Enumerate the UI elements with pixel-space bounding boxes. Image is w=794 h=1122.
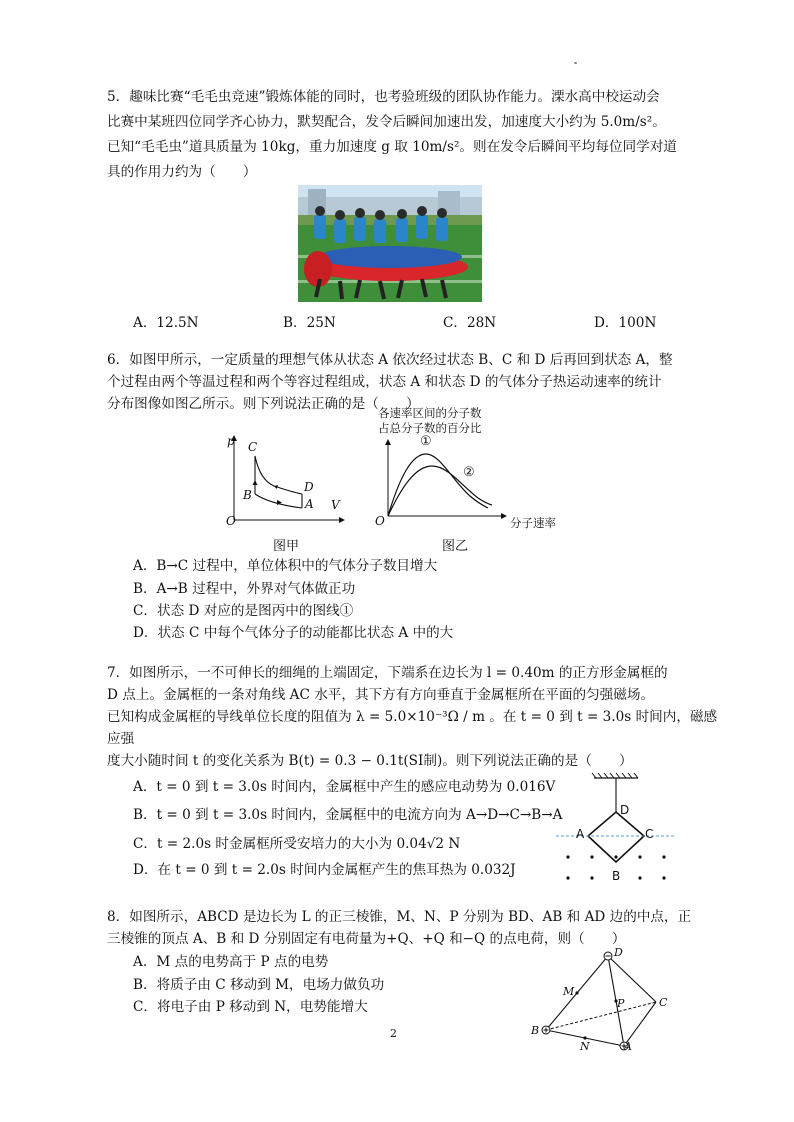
q8-option-c: C．将电子由 P 移动到 N，电势能增大 xyxy=(133,999,368,1015)
tetrahedron-diagram xyxy=(528,948,674,1056)
q5-option-b: B．25N xyxy=(283,315,336,331)
q5-line-4: 具的作用力约为（ ） xyxy=(107,164,257,180)
q6-line-1: 6．如图甲所示，一定质量的理想气体从状态 A 依次经过状态 B、C 和 D 后再回到状态 A，整 xyxy=(107,352,673,368)
pv-diagram xyxy=(222,432,347,532)
q7-line-5: 度大小随时间 t 的变化关系为 B(t) = 0.3 − 0.1t(SI制)。则下列说法正确的是（ ） xyxy=(107,753,633,769)
tetra-label-d: D xyxy=(614,946,623,959)
q8-line-2: 三棱锥的顶点 A、B 和 D 分别固定有电荷量为+Q、+Q 和−Q 的点电荷，则（ ） xyxy=(107,931,626,947)
q8-option-a: A．M 点的电势高于 P 点的电势 xyxy=(133,954,329,970)
pv-axis-v: V xyxy=(331,498,340,512)
q6-option-b: B．A→B 过程中，外界对气体做正功 xyxy=(133,581,356,597)
q6-option-d: D．状态 C 中每个气体分子的动能都比状态 A 中的大 xyxy=(133,625,454,641)
q6-line-2: 个过程由两个等温过程和两个等容过程组成，状态 A 和状态 D 的气体分子热运动速率的统计 xyxy=(107,374,662,390)
q8-option-b: B．将质子由 C 移动到 M，电场力做负功 xyxy=(133,977,385,993)
curve-1-label: ① xyxy=(420,434,432,449)
tetra-label-c: C xyxy=(659,996,668,1009)
q6-option-a: A．B→C 过程中，单位体积中的气体分子数目增大 xyxy=(133,558,438,574)
pv-axis-p: p xyxy=(227,434,235,448)
speed-distribution-chart xyxy=(378,436,508,526)
tetra-label-b: B xyxy=(531,1024,540,1037)
q5-option-d: D．100N xyxy=(594,315,657,331)
q5-line-1: 5．趣味比赛“毛毛虫竞速”锻炼体能的同时，也考验班级的团队协作能力。溧水高中校运动会 xyxy=(107,89,660,105)
dist-origin: O xyxy=(375,514,385,528)
pv-origin: O xyxy=(226,514,236,528)
q7-option-d: D．在 t = 0 到 t = 2.0s 时间内金属框产生的焦耳热为 0.032J xyxy=(133,862,516,878)
page-number: 2 xyxy=(390,1027,397,1040)
q8-line-1: 8．如图所示，ABCD 是边长为 L 的正三棱锥，M、N、P 分别为 BD、AB 和 AD 边的中点，正 xyxy=(107,909,692,925)
frame-label-b: B xyxy=(612,869,621,883)
q5-line-2: 比赛中某班四位同学齐心协力，默契配合，发令后瞬间加速出发，加速度大小约为 5.0m/s²。 xyxy=(107,114,666,130)
dist-ylabel-1: 各速率区间的分子数 xyxy=(378,406,482,420)
q7-line-2: D 点上。金属框的一条对角线 AC 水平，其下方有方向垂直于金属框所在平面的匀强磁场。 xyxy=(107,687,655,703)
curve-2-label: ② xyxy=(463,465,475,480)
caterpillar-race-photo xyxy=(298,185,482,302)
pv-point-a: A xyxy=(305,497,314,511)
frame-label-c: C xyxy=(645,827,654,841)
q5-option-a: A．12.5N xyxy=(133,315,199,331)
fig1-caption: 图甲 xyxy=(273,539,300,554)
q7-line-4: 应强 xyxy=(107,731,135,747)
frame-label-a: A xyxy=(576,827,585,841)
q5-line-3: 已知“毛毛虫”道具质量为 10kg，重力加速度 g 取 10m/s²。则在发令后瞬间平均每位同学对道 xyxy=(107,139,677,155)
tetra-label-n: N xyxy=(580,1040,590,1053)
q7-option-a: A．t = 0 到 t = 3.0s 时间内，金属框中产生的感应电动势为 0.016V xyxy=(133,779,556,795)
hanging-frame-diagram xyxy=(556,772,676,884)
pv-point-b: B xyxy=(243,488,252,502)
corner-mark xyxy=(574,62,577,64)
q7-option-c: C．t = 2.0s 时金属框所受安培力的大小为 0.04√2 N xyxy=(133,836,461,852)
frame-label-d: D xyxy=(620,803,630,817)
dist-ylabel-2: 占总分子数的百分比 xyxy=(378,421,482,435)
pv-point-c: C xyxy=(248,440,258,454)
q7-option-b: B．t = 0 到 t = 3.0s 时间内，金属框中的电流方向为 A→D→C→B→A xyxy=(133,807,563,823)
pv-point-d: D xyxy=(304,480,314,494)
tetra-label-a: A xyxy=(624,1040,632,1053)
q5-option-c: C．28N xyxy=(443,315,497,331)
dist-xlabel: 分子速率 xyxy=(510,516,556,530)
tetra-label-m: M xyxy=(563,985,575,998)
q7-line-3: 已知构成金属框的导线单位长度的阻值为 λ = 5.0×10⁻³Ω / m 。在 t = 0 到 t = 3.0s 时间内，磁感 xyxy=(107,709,718,725)
tetra-label-p: P xyxy=(617,997,625,1010)
q7-line-1: 7．如图所示，一不可伸长的细绳的上端固定，下端系在边长为 l = 0.40m 的正方形金属框的 xyxy=(107,665,668,681)
fig2-caption: 图乙 xyxy=(442,539,469,554)
q6-option-c: C．状态 D 对应的是图丙中的图线① xyxy=(133,603,354,619)
q6-line-3: 分布图像如图乙所示。则下列说法正确的是（ ） xyxy=(107,396,420,412)
